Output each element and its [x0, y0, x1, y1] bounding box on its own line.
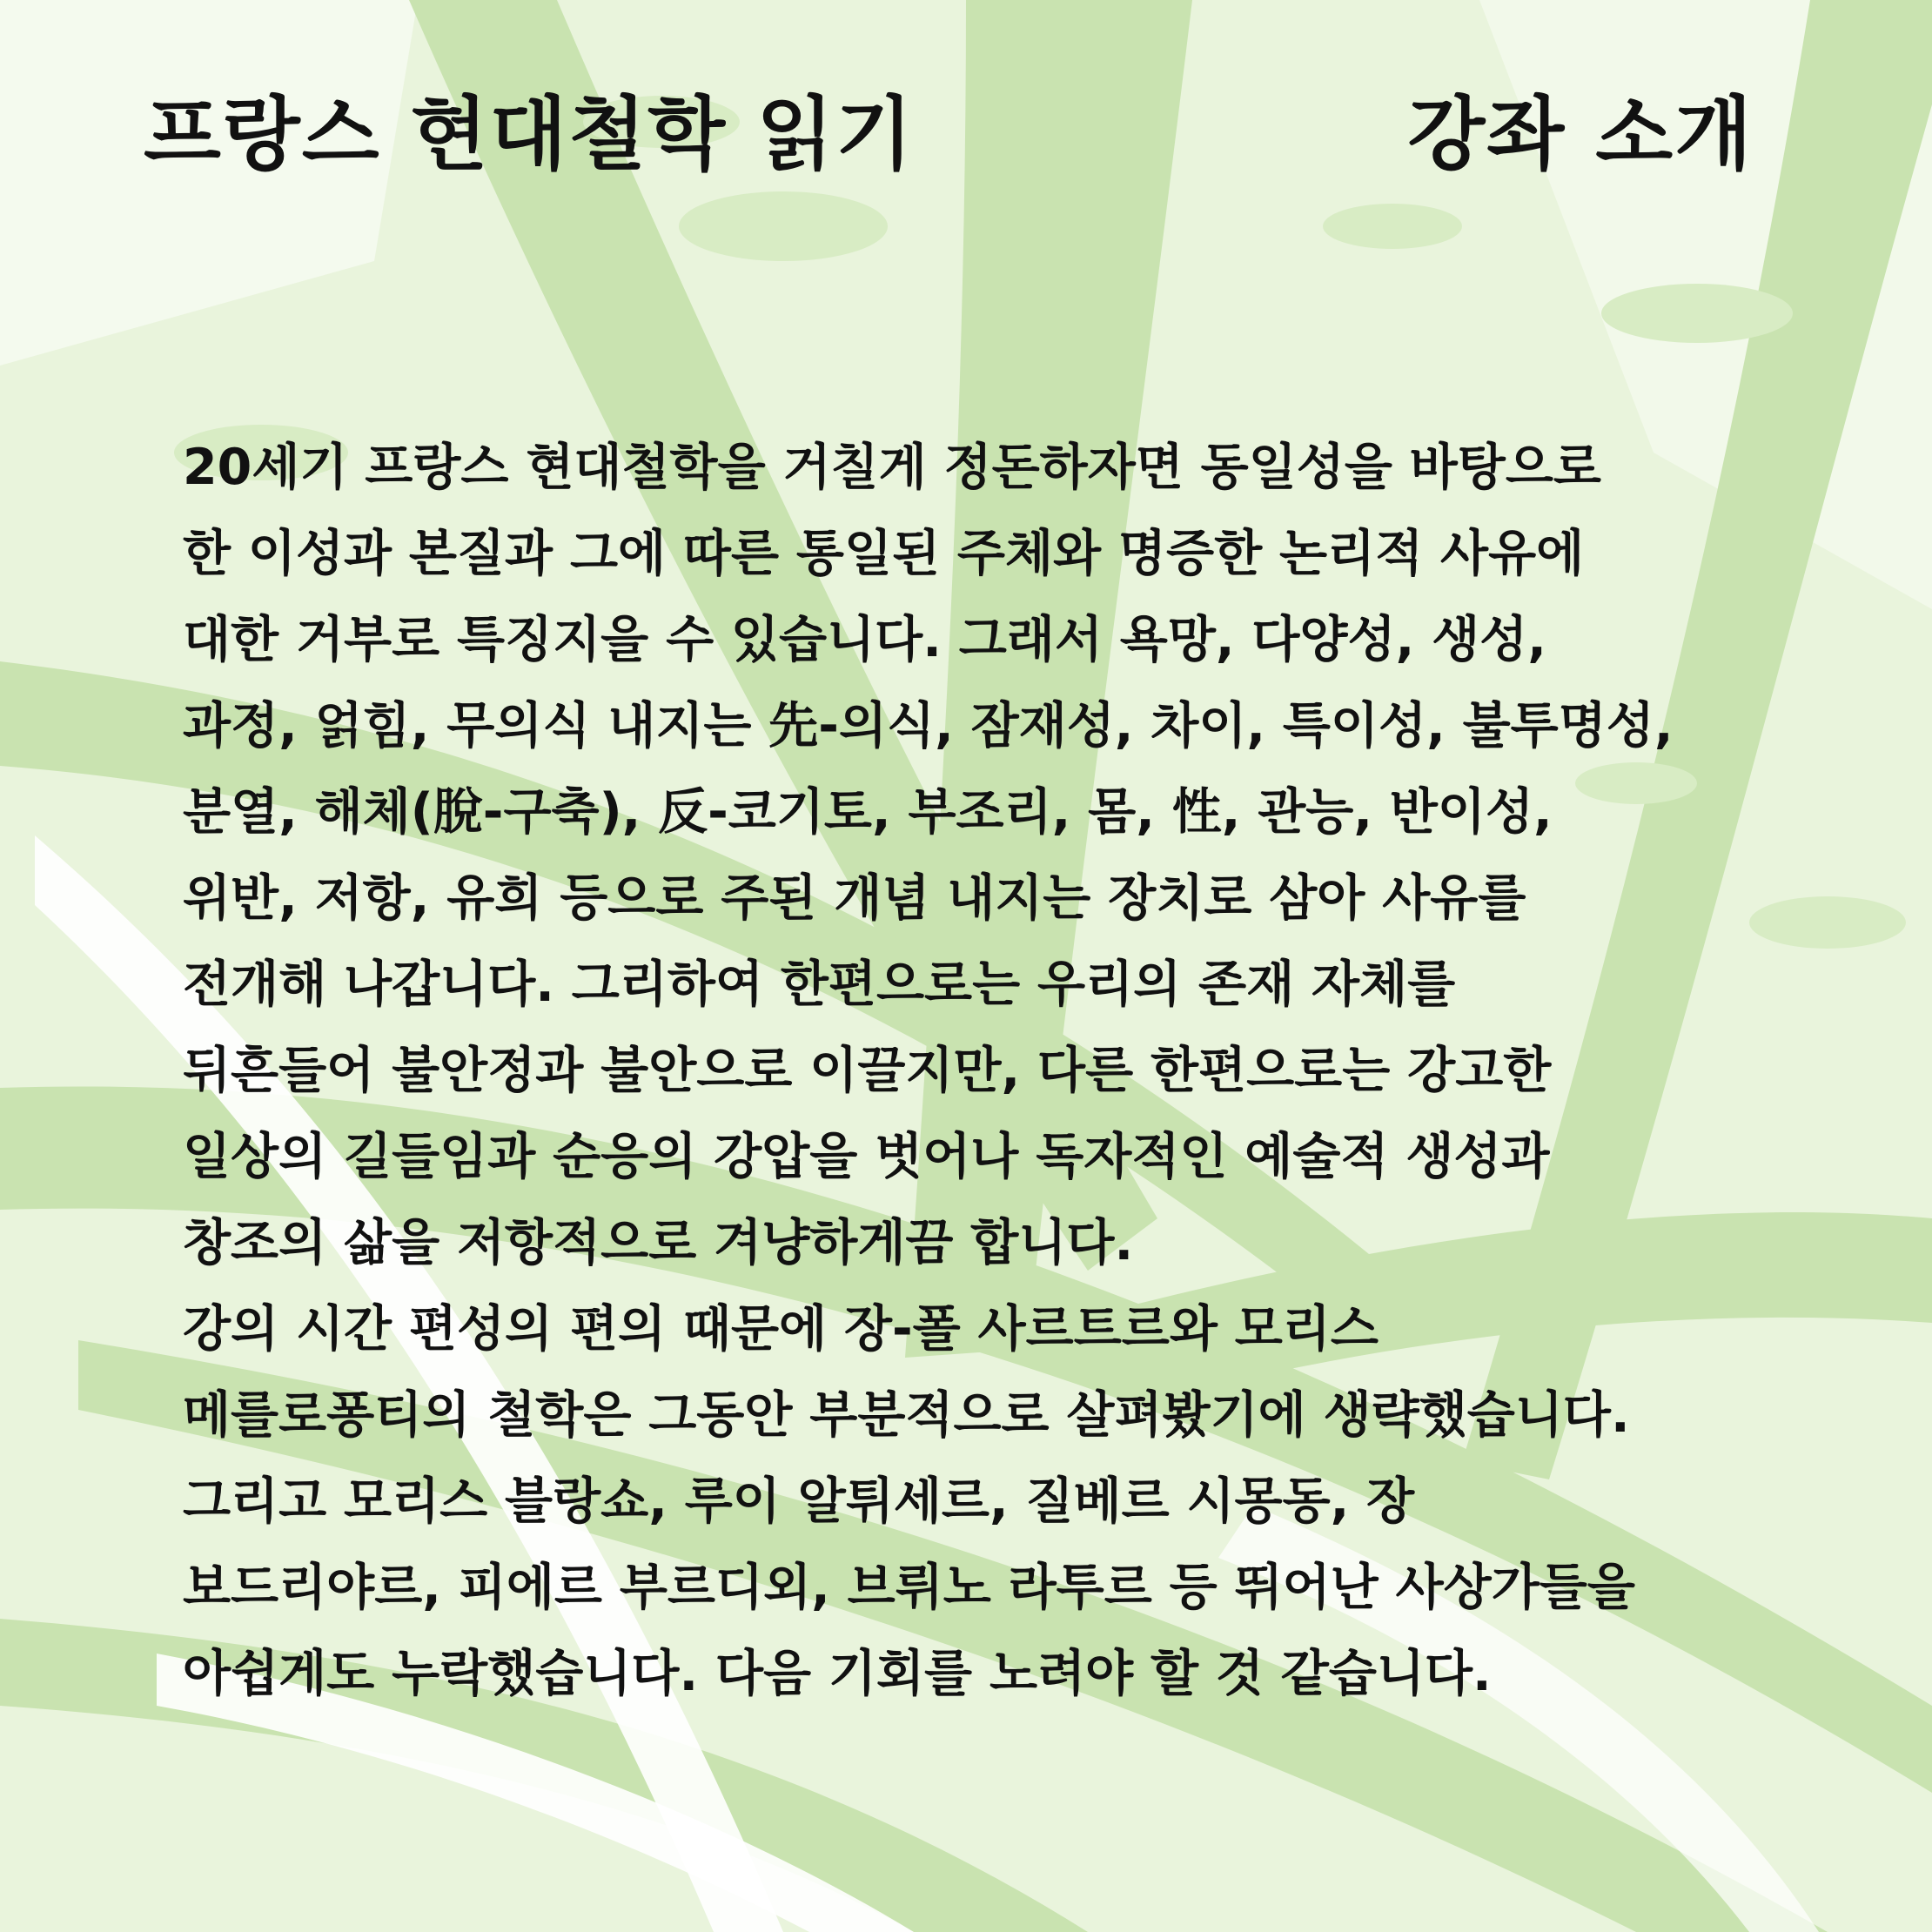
description-line: 한 이성과 본질과 그에 따른 통일된 주체와 명증한 논리적 사유에	[183, 525, 1585, 582]
description-line: 창조의 삶을 저항적으로 겨냥하게끔 합니다.	[183, 1214, 1134, 1271]
description-line: 위반, 저항, 유희 등으로 주된 개념 내지는 장치로 삼아 사유를	[183, 869, 1526, 927]
course-description	[183, 425, 1775, 1717]
description-line: 일상의 길들임과 순응의 강압을 벗어나 독자적인 예술적 생성과	[183, 1128, 1550, 1185]
description-line: 뒤흔들어 불안정과 불안으로 이끌지만, 다른 한편으로는 강고한	[183, 1042, 1552, 1099]
course-title: 프랑스 현대철학 읽기	[144, 88, 915, 181]
description-line: 20세기 프랑스 현대철학을 거칠게 정돈하자면 동일성을 바탕으로	[183, 439, 1601, 496]
description-line: 아쉽게도 누락했습니다. 다음 기회를 노려야 할 것 같습니다.	[183, 1645, 1492, 1702]
description-line: 분열, 해체(脫-구축), 反-코기토, 부조리, 몸, 性, 관능, 반이성,	[183, 783, 1553, 841]
description-line: 강의 시간 편성의 편의 때문에 장-폴 사르트르와 모리스	[183, 1300, 1379, 1358]
description-line: 메를로퐁티의 철학은 그동안 부분적으로 살펴봤기에 생략했습니다.	[183, 1386, 1630, 1444]
description-line: 보드리야르, 피에르 부르디외, 브뤼노 라투르 등 뛰어난 사상가들을	[183, 1559, 1635, 1616]
description-line: 그리고 모리스 블랑쇼, 루이 알튀세르, 질베르 시몽동, 장	[183, 1472, 1415, 1530]
description-line: 과정, 얽힘, 무의식 내지는 先-의식, 잠재성, 차이, 특이성, 불투명성,	[183, 697, 1674, 755]
description-line: 대한 거부로 특징지을 수 있습니다. 그래서 욕망, 다양성, 생성,	[183, 611, 1546, 668]
description-line: 전개해 나갑니다. 그리하여 한편으로는 우리의 존재 자체를	[183, 956, 1456, 1013]
section-title: 강좌 소개	[1407, 88, 1754, 181]
header	[144, 83, 1754, 187]
